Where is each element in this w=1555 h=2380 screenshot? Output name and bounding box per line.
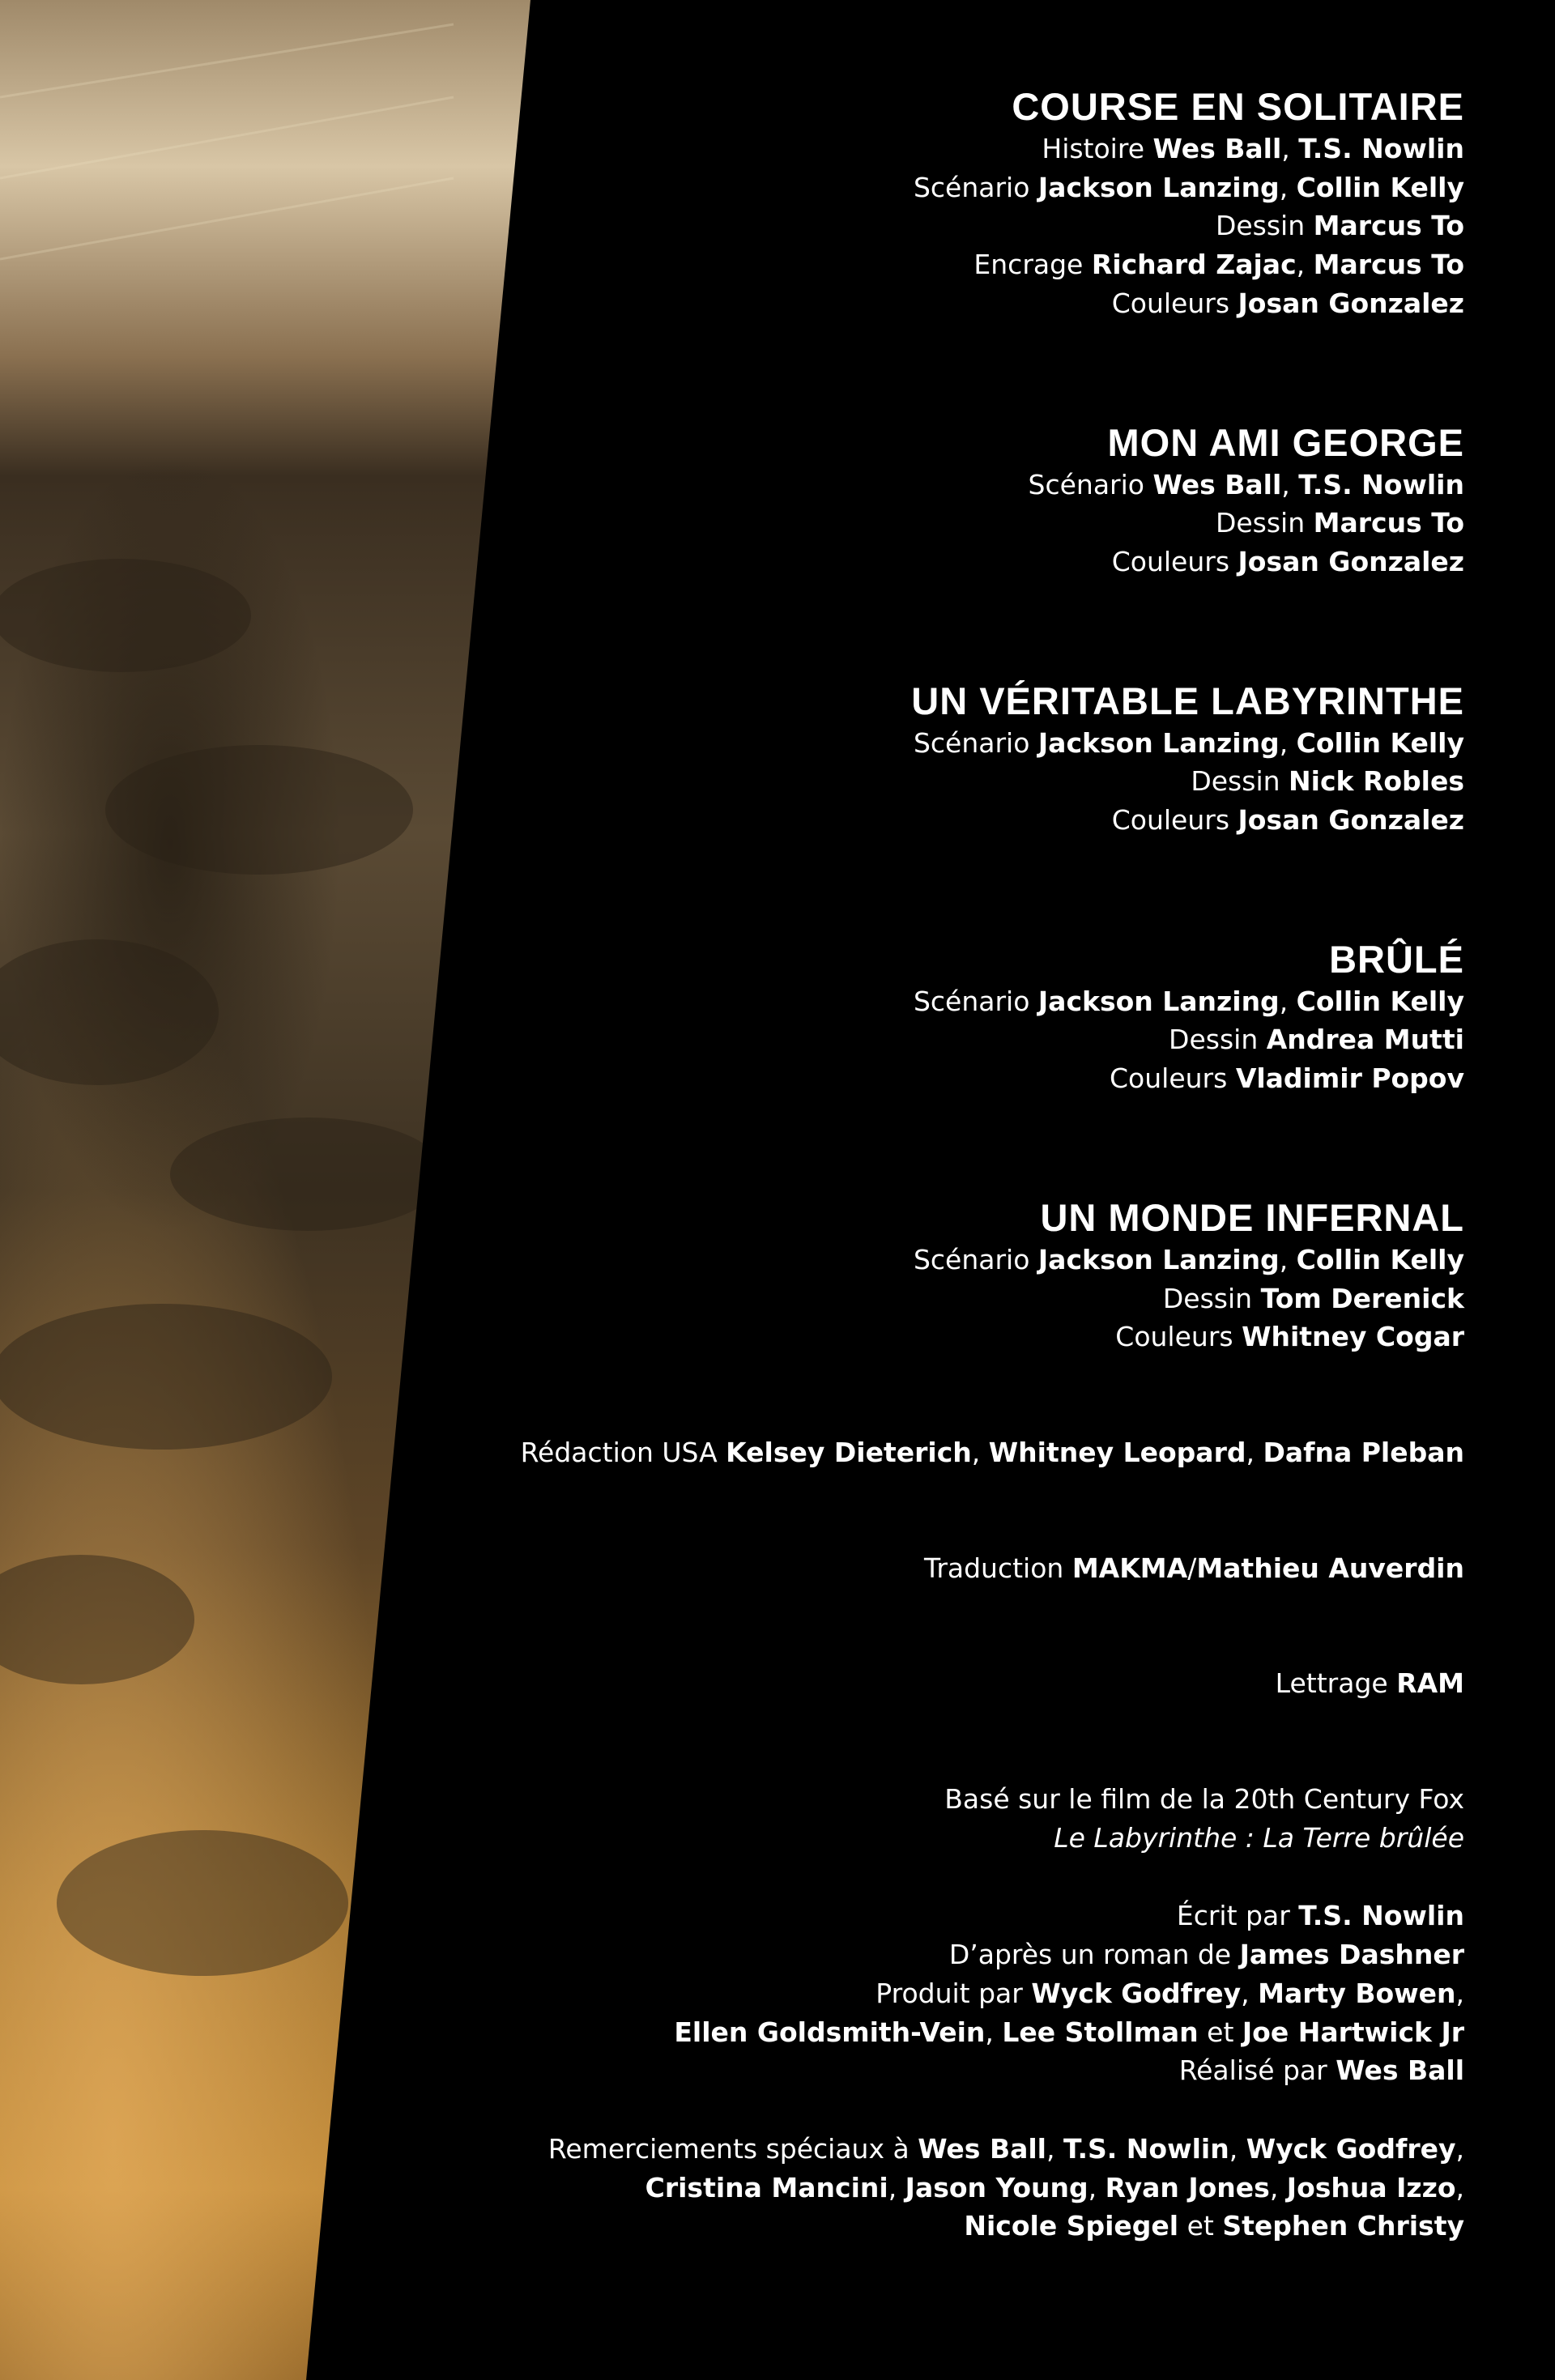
credit-line: Dessin Tom Derenick (1162, 1282, 1464, 1314)
section-title: UN MONDE INFERNAL (1040, 1195, 1464, 1239)
lettrage-line: Lettrage RAM (1275, 1667, 1464, 1700)
credit-line: Scénario Wes Ball, T.S. Nowlin (1028, 468, 1464, 500)
thanks-line-1: Remerciements spéciaux à Wes Ball, T.S. Nowlin, Wyck Godfrey, (547, 2132, 1464, 2165)
credit-line: Scénario Jackson Lanzing, Collin Kelly (913, 985, 1464, 1017)
credit-line: Dessin Nick Robles (1191, 765, 1464, 798)
credit-line: Dessin Andrea Mutti (1169, 1024, 1464, 1056)
section-title: COURSE EN SOLITAIRE (1012, 85, 1464, 128)
section-brule (444, 937, 1464, 1098)
section-course-en-solitaire (444, 84, 1464, 323)
credit-line: Dessin Marcus To (1215, 210, 1464, 242)
thanks-line-3: Nicole Spiegel et Stephen Christy (964, 2210, 1464, 2242)
credit-line: Histoire Wes Ball, T.S. Nowlin (1042, 133, 1464, 164)
section-un-monde-infernal (444, 1195, 1464, 1356)
credit-line: Scénario Jackson Lanzing, Collin Kelly (913, 726, 1464, 759)
ecrit-par-line: Écrit par T.S. Nowlin (1176, 1900, 1464, 1932)
credit-line: Scénario Jackson Lanzing, Collin Kelly (913, 1243, 1464, 1275)
traduction-line: Traduction MAKMA/Mathieu Auverdin (924, 1552, 1464, 1584)
thanks-line-2: Cristina Mancini, Jason Young, Ryan Jones, Joshua Izzo, (645, 2171, 1464, 2203)
producers-line: Ellen Goldsmith-Vein, Lee Stollman et Joe Hartwick Jr (674, 2016, 1464, 2048)
section-mon-ami-george (444, 420, 1464, 581)
credit-line: Couleurs Josan Gonzalez (1111, 545, 1464, 577)
section-title: MON AMI GEORGE (1107, 420, 1464, 464)
credit-line: Dessin Marcus To (1215, 507, 1464, 539)
credit-line: Couleurs Whitney Cogar (1115, 1321, 1464, 1353)
credit-line: Couleurs Josan Gonzalez (1111, 804, 1464, 837)
section-title: BRÛLÉ (1329, 937, 1464, 981)
section-title: UN VÉRITABLE LABYRINTHE (911, 679, 1464, 722)
produit-par-line: Produit par Wyck Godfrey, Marty Bowen, (875, 1977, 1464, 2009)
roman-line: D’après un roman de James Dashner (948, 1939, 1464, 1971)
base-sur-line: Basé sur le film de la 20th Century Fox (944, 1783, 1464, 1816)
section-un-veritable-labyrinthe (444, 679, 1464, 840)
credit-line: Scénario Jackson Lanzing, Collin Kelly (913, 171, 1464, 203)
credit-line: Couleurs Josan Gonzalez (1111, 287, 1464, 319)
realise-par-line: Réalisé par Wes Ball (1178, 2054, 1464, 2087)
credit-line: Encrage Richard Zajac, Marcus To (973, 249, 1464, 281)
redaction-line: Rédaction USA Kelsey Dieterich, Whitney Leopard, Dafna Pleban (520, 1436, 1464, 1468)
credit-line: Couleurs Vladimir Popov (1110, 1062, 1464, 1095)
credits-block (444, 84, 1464, 2246)
film-title: Le Labyrinthe : La Terre brûlée (1054, 1821, 1464, 1854)
